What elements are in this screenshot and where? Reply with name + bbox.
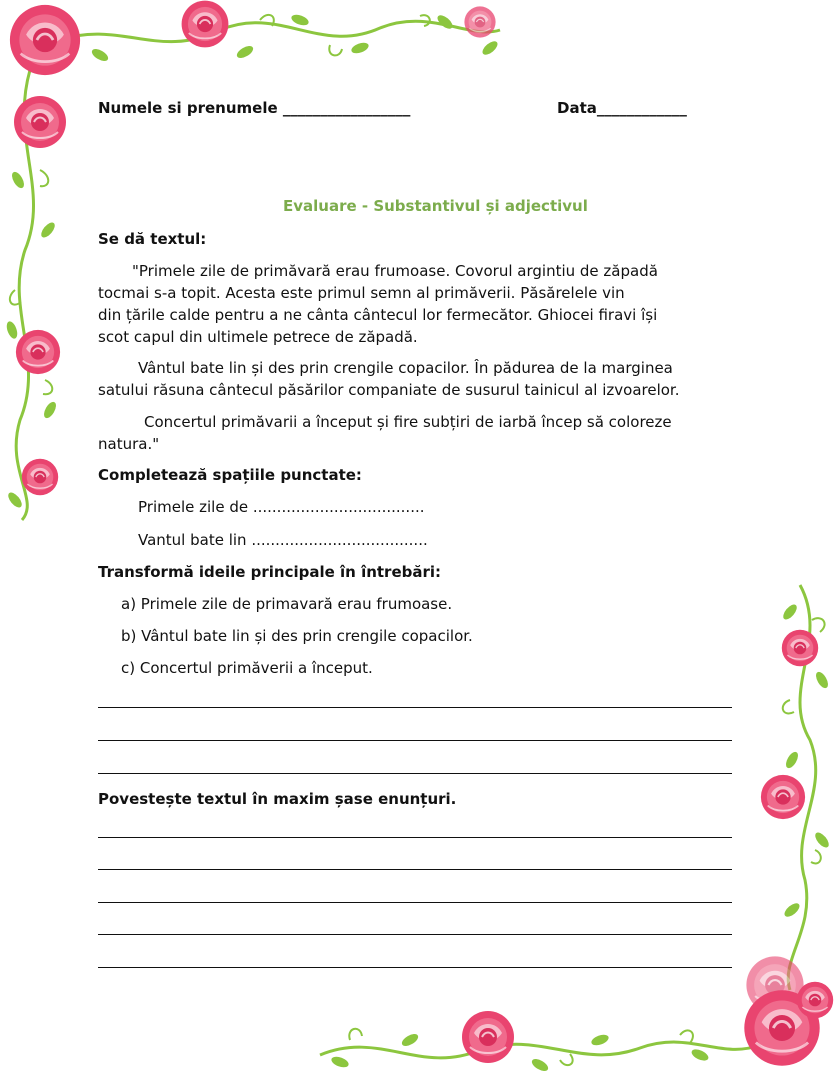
answer-line <box>98 934 732 935</box>
answer-line <box>98 869 732 870</box>
text-paragraph-3 <box>98 411 738 455</box>
answer-line <box>98 902 732 903</box>
date-field-label: Data____________ <box>557 99 687 117</box>
paragraph-line: Vântul bate lin și des prin crengile copacilor. În pădurea de la marginea <box>138 359 673 377</box>
paragraph-line: tocmai s-a topit. Acesta este primul semn al primăverii. Păsărelele vin <box>98 284 625 302</box>
task1-heading: Completează spațiile punctate: <box>98 466 362 484</box>
answer-line <box>98 837 732 838</box>
task2-heading: Transformă ideile principale în întrebări: <box>98 563 442 581</box>
task2-item-b: b) Vântul bate lin și des prin crengile copacilor. <box>121 627 473 645</box>
answer-line <box>98 773 732 774</box>
paragraph-line: Concertul primăvarii a început și fire subțiri de iarbă încep să coloreze <box>144 413 672 431</box>
answer-line <box>98 967 732 968</box>
paragraph-line: natura." <box>98 435 160 453</box>
task2-item-a: a) Primele zile de primavară erau frumoase. <box>121 595 453 613</box>
worksheet-title: Evaluare - Substantivul și adjectivul <box>283 197 588 215</box>
task3-heading: Povestește textul în maxim șase enunțuri. <box>98 790 457 808</box>
task2-item-c: c) Concertul primăverii a început. <box>121 659 373 677</box>
intro-heading: Se dă textul: <box>98 230 207 248</box>
paragraph-line: scot capul din ultimele petrece de zăpadă. <box>98 328 418 346</box>
task1-item-1: Primele zile de .................................... <box>138 498 425 516</box>
text-paragraph-2 <box>98 357 738 401</box>
text-paragraph-1 <box>98 260 738 348</box>
answer-line <box>98 740 732 741</box>
paragraph-line: "Primele zile de primăvară erau frumoase. Covorul argintiu de zăpadă <box>132 262 658 280</box>
answer-line <box>98 707 732 708</box>
paragraph-line: din țările calde pentru a ne cânta cântecul lor fermecător. Ghiocei firavi își <box>98 306 658 324</box>
name-field-label: Numele si prenumele _________________ <box>98 99 411 117</box>
task1-item-2: Vantul bate lin ..................................... <box>138 531 428 549</box>
paragraph-line: satului răsuna cântecul păsărilor companiate de susurul tainicul al izvoarelor. <box>98 381 680 399</box>
